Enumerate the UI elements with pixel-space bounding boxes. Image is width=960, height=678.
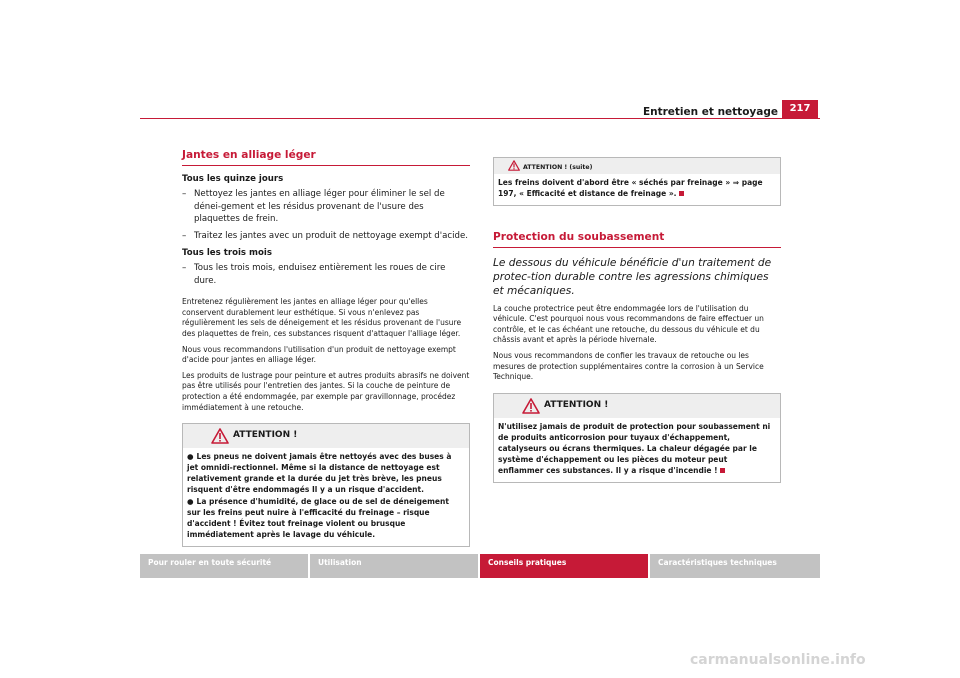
warning-bullet: [187, 451, 464, 495]
body-paragraph: La couche protectrice peut être endommagée lors de l'utilisation du véhicule. C'est pourquoi nous vous recommandons de faire effectuer un contrôle, et le cas échéant une retouche, du dessous du véhicule et du châssis avant et après la période hivernale.: [493, 303, 764, 345]
end-of-section-icon: [720, 468, 725, 473]
footer-tab-utilisation[interactable]: Utilisation: [310, 554, 478, 578]
header-rule: [140, 118, 820, 119]
section-title-jantes: Jantes en alliage léger: [182, 150, 470, 166]
watermark: carmanualsonline.info: [690, 652, 866, 668]
warning-box-underbody: [493, 393, 781, 483]
chapter-title: Entretien et nettoyage: [642, 106, 778, 118]
warning-title: ATTENTION !: [544, 399, 609, 410]
warning-body: [183, 448, 469, 546]
bullet-dot-icon: ●: [187, 452, 194, 462]
warning-box-continued: [493, 157, 781, 206]
footer-tab-conseils[interactable]: Conseils pratiques: [480, 554, 648, 578]
warning-bullet-text: Les pneus ne doivent jamais être nettoyés avec des buses à jet omnidi-rectionnel. Même si la distance de nettoyage est relativement grande et la durée du jet très brève, les pneus risquent d'être endommagés Il y a un risque d'accident.: [187, 452, 452, 495]
warning-text: Les freins doivent d'abord être « séchés par freinage » ⇒ page 197, « Efficacité et distance de freinage ».: [498, 178, 763, 198]
section-title-soubassement: Protection du soubassement: [493, 232, 781, 248]
instruction-item: – Nettoyez les jantes en alliage léger pour éliminer le sel de dénei-gement et les résidus provenant de l'usure des plaquettes de frein.: [182, 188, 470, 225]
footer-tab-caracteristiques[interactable]: Caractéristiques techniques: [650, 554, 820, 578]
footer-tab-securite[interactable]: Pour rouler en toute sécurité: [140, 554, 308, 578]
body-paragraph: Nous vous recommandons l'utilisation d'un produit de nettoyage exempt d'acide pour jantes en alliage léger.: [182, 344, 456, 365]
warning-triangle-icon: [522, 398, 540, 414]
warning-body: [494, 418, 780, 482]
right-column: [493, 157, 781, 483]
warning-triangle-icon: [508, 160, 520, 171]
instruction-item: – Tous les trois mois, enduisez entièrement les roues de cire dure.: [182, 262, 470, 287]
warning-title: ATTENTION !: [233, 430, 298, 441]
lead-paragraph: Le dessous du véhicule bénéficie d'un traitement de protec-tion durable contre les agressions chimiques et mécaniques.: [493, 256, 772, 297]
warning-bullet: [187, 496, 464, 540]
warning-triangle-icon: [211, 428, 229, 444]
warning-text: N'utilisez jamais de produit de protection pour soubassement ni de produits anticorrosion pour tuyaux d'échappement, catalyseurs ou écrans thermiques. La chaleur dégagée par le système d'échappement ou les pièces du moteur peut enflammer ces substances. Il y a risque d'incendie !: [498, 421, 771, 475]
left-column: [182, 150, 470, 547]
body-paragraph: Entretenez régulièrement les jantes en alliage léger pour qu'elles conservent durablement leur esthétique. Si vous n'enlevez pas régulièrement les sels de déneigement et les résidus provenant de l'usure des plaquettes de frein, ces substances risquent d'attaquer l'alliage léger.: [182, 297, 462, 338]
instruction-item: – Traitez les jantes avec un produit de nettoyage exempt d'acide.: [182, 230, 470, 242]
warning-header: [183, 424, 469, 448]
page-number: 217: [782, 100, 818, 118]
subheading-trois-mois: Tous les trois mois: [182, 247, 272, 258]
end-of-section-icon: [679, 191, 684, 196]
warning-bullet-text: La présence d'humidité, de glace ou de sel de déneigement sur les freins peut nuire à l'efficacité du freinage – risque d'accident ! Évitez tout freinage violent ou brusque immédiatement après le lavage du véhicule.: [187, 497, 449, 540]
warning-box-tyres: [182, 423, 470, 547]
warning-title: ATTENTION ! (suite): [523, 164, 593, 171]
warning-body: [494, 174, 780, 205]
warning-header: [494, 394, 780, 418]
body-paragraph: Nous vous recommandons de confier les travaux de retouche ou les mesures de protection supplémentaires contre la corrosion à un Service Technique.: [493, 350, 764, 382]
body-paragraph: Les produits de lustrage pour peinture et autres produits abrasifs ne doivent pas être utilisés pour l'entretien des jantes. Si la couche de peinture de protection a été endommagée, par exemple par gravillonnage, procédez immédiatement à une retouche.: [182, 370, 470, 412]
warning-header: [494, 158, 780, 174]
bullet-dot-icon: ●: [187, 497, 194, 507]
subheading-quinze-jours: Tous les quinze jours: [182, 173, 284, 184]
